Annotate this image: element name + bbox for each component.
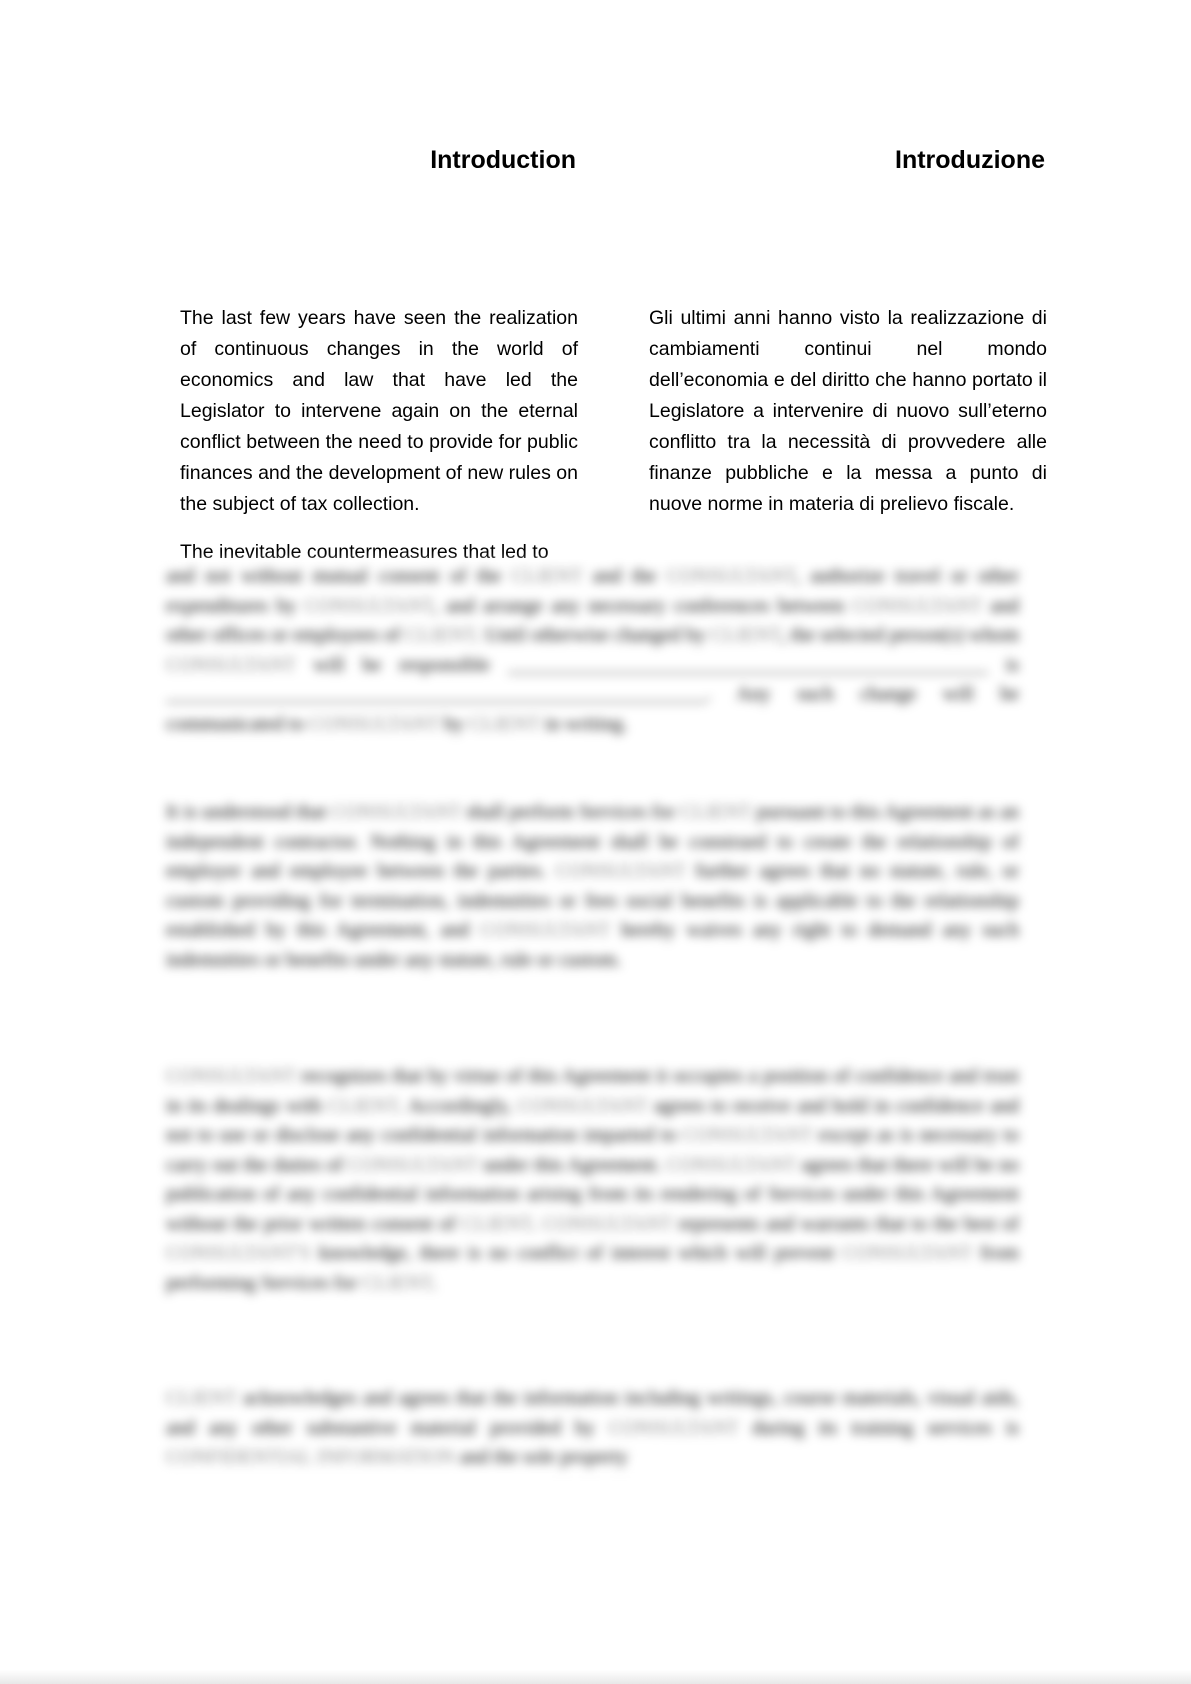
english-paragraph: The last few years have seen the realization of continuous changes in the world of economics and law that have led the Legislator to intervene again on the eternal conflict between the need to provide for public finances and the development of new rules on the subject of tax collection.: [180, 307, 578, 515]
italian-paragraph: Gli ultimi anni hanno visto la realizzazione di cambiamenti continui nel mondo dell’economia e del diritto che hanno portato il Legislatore a intervenire di nuovo sull’eterno conflitto tra la necessità di provvedere alle finanze pubbliche e la messa a punto di nuove norme in materia di prelievo fiscale.: [649, 307, 1047, 515]
english-paragraph-2-text: The inevitable countermeasures that led to: [180, 541, 549, 560]
page-bottom-edge: [0, 1670, 1191, 1684]
heading-english: Introduction: [430, 146, 576, 174]
english-paragraph-2-partial: [180, 540, 578, 560]
heading-italian: Introduzione: [895, 146, 1045, 174]
blurred-preview-region: and not without mutual consent of the CLIENT and the CONSULTANT, authorize travel or other expenditures by CONSULTANT, and arrange any necessary conferences between CONSULTANT and other offices or employees of CLIENT. Until otherwise changed by CLIENT, the selected person(s) whom CONSULTANT will be responsible ________________________________________________ is ______________________________________________________. Any such change will be communicated to CONSULTANT by CLIENT in writing. It is understood that CONSULTANT shall perform Services for CLIENT pursuant to this Agreement as an independent contractor. Nothing in this Agreement shall be construed to create the relationship of employer and employee between the parties. CONSULTANT further agrees that no statute, rule, or custom providing for termination, indemnities or fees social benefits is applicable to the relationship established by this Agreement, and CONSULTANT hereby waives any right to demand any such indemnities or benefits under any statute, rule or custom. CONSULTANT recognizes that by virtue of this Agreement it occupies a position of confidence and trust in its dealings with CLIENT. Accordingly, CONSULTANT agrees to receive and hold in confidence and not to use or disclose any confidential information imparted to CONSULTANT except as is necessary to carry out the duties of CONSULTANT under this Agreement. CONSULTANT agrees that there will be no publication of any confidential information arising from its rendering of Services under this Agreement without the prior written consent of CLIENT. CONSULTANT represents and warrants that to the best of CONSULTANT'S knowledge, there is no conflict of interest which will prevent CONSULTANT from performing Services for CLIENT. CLIENT acknowledges and agrees that the information including writings, course materials, visual aids, and any other substantive material provided by CONSULTANT during its training services is CONFIDENTIAL INFORMATION and the sole property: [166, 562, 1019, 1482]
